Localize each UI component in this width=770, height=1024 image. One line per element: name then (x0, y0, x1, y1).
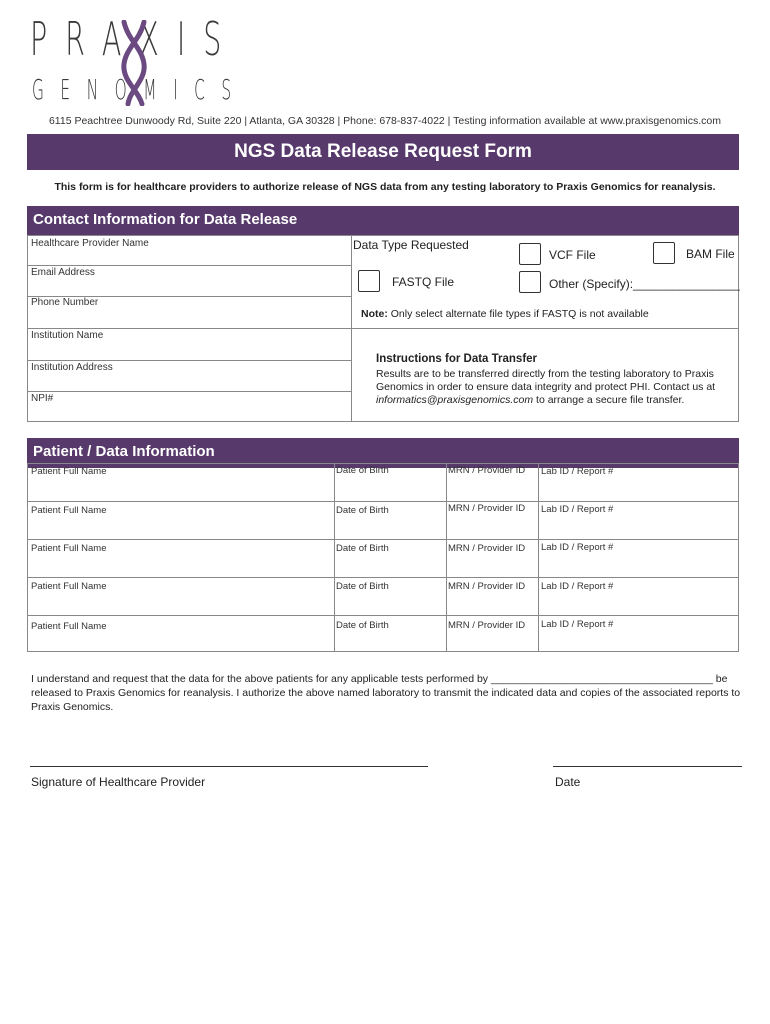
contact-email-link[interactable]: informatics@praxisgenomics.com (376, 394, 534, 406)
npi-field[interactable]: NPI# (31, 393, 54, 404)
form-subtitle: This form is for healthcare providers to authorize release of NGS data from any testing laboratory to Praxis Genomics for reanalysis. (54, 181, 716, 193)
institution-address-field[interactable]: Institution Address (31, 362, 113, 373)
date-label: Date (555, 775, 581, 789)
note-label: Note: (361, 308, 388, 320)
lab-id-cell[interactable]: Lab ID / Report # (541, 504, 614, 515)
row-divider (27, 539, 739, 540)
provider-signature-line[interactable] (30, 766, 428, 767)
mrn-cell[interactable]: MRN / Provider ID (448, 543, 526, 554)
row-divider (27, 577, 739, 578)
divider (27, 328, 739, 329)
instructions-line: Results are to be transferred directly from the testing laboratory to Praxis (376, 368, 714, 380)
dob-cell[interactable]: Date of Birth (336, 505, 389, 516)
dob-cell[interactable]: Date of Birth (336, 543, 389, 554)
instructions-line (376, 394, 736, 407)
instructions-body (376, 368, 736, 407)
company-address: 6115 Peachtree Dunwoody Rd, Suite 220 | Atlanta, GA 30328 | Phone: 678-837-4022 | Testing information available at www.praxisgenomics.com (48, 115, 722, 127)
instructions-title: Instructions for Data Transfer (376, 353, 538, 365)
consent-statement: I understand and request that the data for the above patients for any applicable tests performed by ______________________________________ be released to Praxis Genomics for reanalysis. I authorize the above named laboratory to transmit the indicated data and copies of the associated reports to Praxis Genomics. (31, 673, 741, 713)
mrn-cell[interactable]: MRN / Provider ID (448, 503, 526, 514)
patient-name-cell[interactable]: Patient Full Name (31, 466, 107, 477)
provider-name-field[interactable]: Healthcare Provider Name (31, 238, 149, 249)
logo-genomics: GENOMICS (32, 73, 248, 106)
dna-helix-icon (120, 20, 150, 106)
patient-name-cell[interactable]: Patient Full Name (31, 581, 107, 592)
col-divider (334, 463, 335, 652)
dob-cell[interactable]: Date of Birth (336, 620, 389, 631)
dob-cell[interactable]: Date of Birth (336, 581, 389, 592)
patient-section-header: Patient / Data Information (27, 438, 739, 468)
patient-name-cell[interactable]: Patient Full Name (31, 543, 107, 554)
date-line[interactable] (553, 766, 742, 767)
other-label[interactable]: Other (Specify):________________ (549, 277, 740, 291)
contact-section-header: Contact Information for Data Release (27, 206, 739, 236)
vcf-checkbox[interactable] (519, 243, 541, 265)
lab-id-cell[interactable]: Lab ID / Report # (541, 542, 614, 553)
institution-name-field[interactable]: Institution Name (31, 330, 104, 341)
form-title: NGS Data Release Request Form (27, 134, 739, 170)
data-type-label: Data Type Requested (353, 238, 469, 252)
patient-name-cell[interactable]: Patient Full Name (31, 621, 107, 632)
divider (27, 360, 351, 361)
other-checkbox[interactable] (519, 271, 541, 293)
instructions-line: Genomics in order to ensure data integrity and protect PHI. Contact us at (376, 381, 716, 393)
file-type-note (361, 308, 649, 320)
mrn-cell[interactable]: MRN / Provider ID (448, 465, 526, 476)
vcf-label: VCF File (549, 248, 596, 262)
col-divider (446, 463, 447, 652)
bam-checkbox[interactable] (653, 242, 675, 264)
lab-id-cell[interactable]: Lab ID / Report # (541, 466, 614, 477)
row-divider (27, 615, 739, 616)
lab-id-cell[interactable]: Lab ID / Report # (541, 619, 614, 630)
fastq-checkbox[interactable] (358, 270, 380, 292)
logo-praxis: PRAXIS (30, 12, 240, 66)
fastq-label: FASTQ File (392, 275, 455, 289)
phone-field[interactable]: Phone Number (31, 297, 99, 308)
note-text: Only select alternate file types if FASTQ is not available (387, 308, 649, 320)
col-divider (538, 463, 539, 652)
divider (27, 265, 351, 266)
mrn-cell[interactable]: MRN / Provider ID (448, 620, 526, 631)
row-divider (27, 501, 739, 502)
bam-label: BAM File (686, 247, 735, 261)
lab-id-cell[interactable]: Lab ID / Report # (541, 581, 614, 592)
mrn-cell[interactable]: MRN / Provider ID (448, 581, 526, 592)
dob-cell[interactable]: Date of Birth (336, 465, 389, 476)
patient-name-cell[interactable]: Patient Full Name (31, 505, 107, 516)
provider-signature-label: Signature of Healthcare Provider (31, 775, 206, 789)
divider (27, 391, 351, 392)
email-field[interactable]: Email Address (31, 267, 95, 278)
instructions-tail: to arrange a secure file transfer. (533, 394, 685, 406)
